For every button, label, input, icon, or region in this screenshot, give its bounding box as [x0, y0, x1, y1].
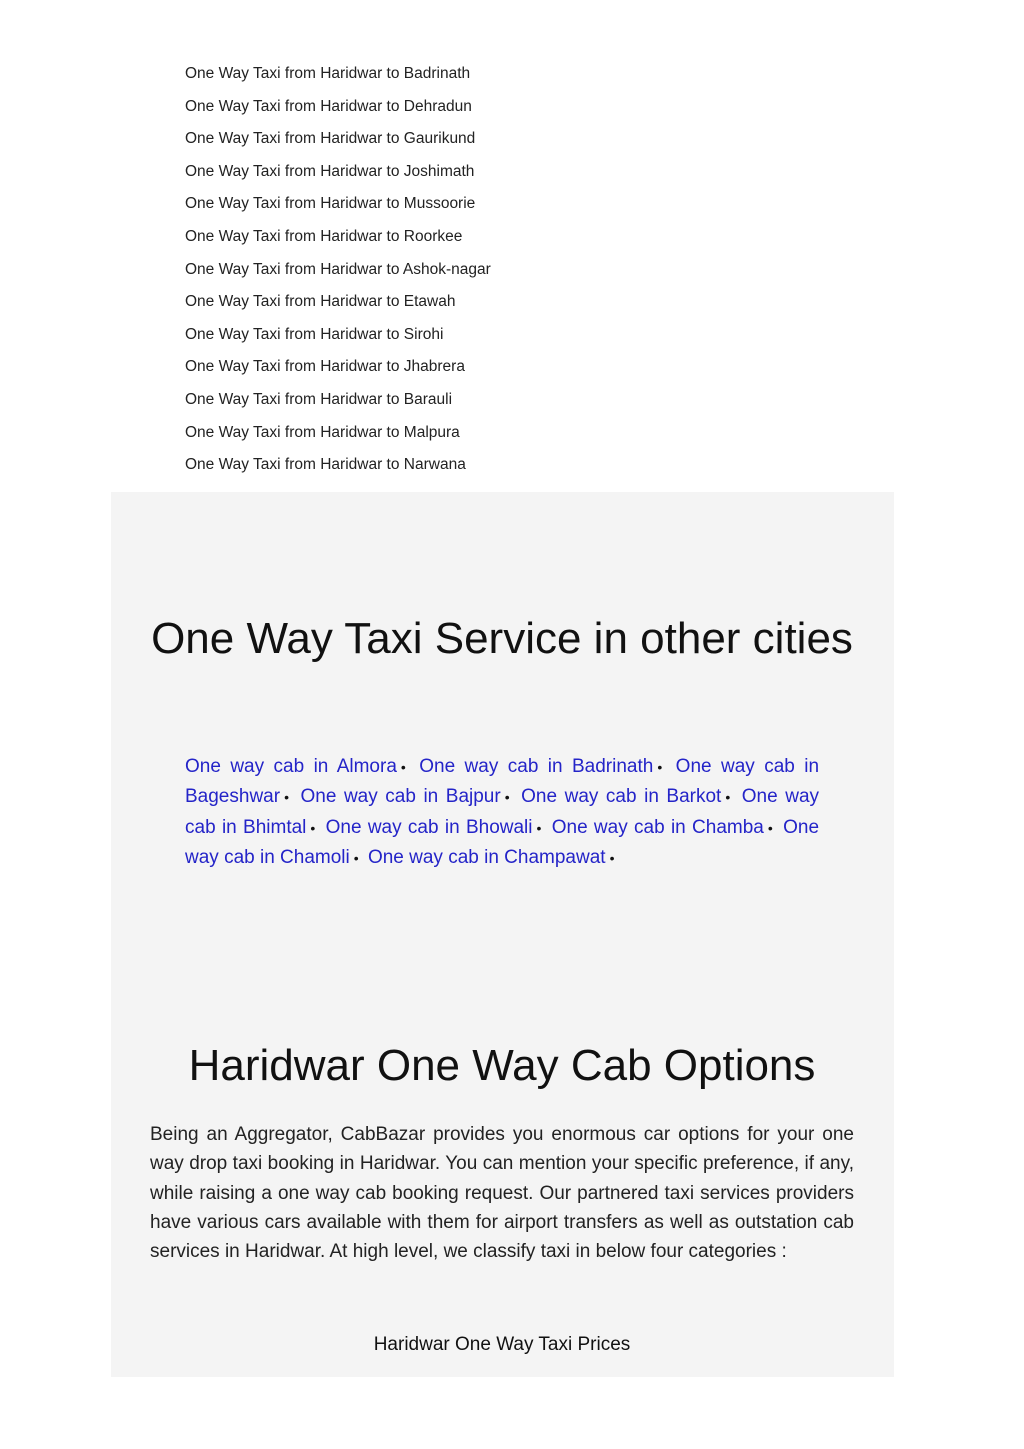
route-link-item[interactable]: One Way Taxi from Haridwar to Joshimath	[185, 162, 475, 180]
link-separator: •	[353, 849, 359, 866]
route-link-item[interactable]: One Way Taxi from Haridwar to Sirohi	[185, 325, 444, 343]
route-link-item[interactable]: One Way Taxi from Haridwar to Gaurikund	[185, 130, 476, 148]
route-link-item[interactable]: One Way Taxi from Haridwar to Roorkee	[185, 227, 463, 245]
city-cab-link[interactable]: One way cab in Champawat	[367, 846, 606, 868]
route-link-item[interactable]: One Way Taxi from Haridwar to Narwana	[185, 456, 466, 474]
route-link-list	[185, 62, 805, 502]
city-cab-link[interactable]: One way cab in Chamba	[551, 816, 764, 838]
prices-caption: Haridwar One Way Taxi Prices	[373, 1334, 631, 1355]
route-link-item[interactable]: One Way Taxi from Haridwar to Malpura	[185, 423, 460, 441]
city-cab-link[interactable]: One way cab in Chamoli	[185, 816, 820, 868]
route-link-item[interactable]: One Way Taxi from Haridwar to Jhabrera	[185, 358, 465, 376]
link-separator: •	[536, 819, 542, 836]
cab-options-description: Being an Aggregator, CabBazar provides you enormous car options for your one way drop taxi booking in Haridwar. You can mention your specific preference, if any, while raising a one way cab booking request. Our partnered taxi services providers have various cars available with them for airport transfers as well as outstation cab services in Haridwar. At high level, we classify taxi in below four categories :	[150, 1124, 854, 1263]
cab-options-heading: Haridwar One Way Cab Options	[188, 1041, 816, 1090]
route-link-item[interactable]: One Way Taxi from Haridwar to Mussoorie	[185, 195, 476, 213]
city-cab-link[interactable]: One way cab in Badrinath	[419, 756, 654, 777]
link-separator: •	[504, 789, 510, 806]
route-link-item[interactable]: One Way Taxi from Haridwar to Barauli	[185, 390, 453, 408]
city-cab-link[interactable]: One way cab in Almora	[185, 756, 397, 777]
link-separator: •	[284, 789, 289, 806]
route-link-item[interactable]: One Way Taxi from Haridwar to Dehradun	[185, 97, 472, 115]
city-cab-link[interactable]: One way cab in Bhimtal	[185, 786, 820, 838]
city-cab-link[interactable]: One way cab in Bajpur	[300, 786, 501, 808]
link-separator: •	[657, 759, 663, 775]
city-cab-link[interactable]: One way cab in Bhowali	[325, 816, 533, 838]
route-link-item[interactable]: One Way Taxi from Haridwar to Ashok-nagar	[185, 260, 491, 278]
link-separator: •	[400, 759, 406, 775]
route-link-item[interactable]: One Way Taxi from Haridwar to Etawah	[185, 293, 456, 311]
link-separator: •	[609, 849, 615, 866]
city-cab-link[interactable]: One way cab in Bageshwar	[185, 756, 820, 808]
city-cab-link[interactable]: One way cab in Barkot	[521, 786, 722, 808]
route-link-item[interactable]: One Way Taxi from Haridwar to Badrinath	[185, 65, 471, 82]
other-cities-links	[185, 752, 819, 873]
link-separator: •	[310, 819, 316, 836]
other-cities-heading: One Way Taxi Service in other cities	[151, 614, 853, 663]
link-separator: •	[725, 789, 731, 806]
link-separator: •	[767, 819, 773, 836]
